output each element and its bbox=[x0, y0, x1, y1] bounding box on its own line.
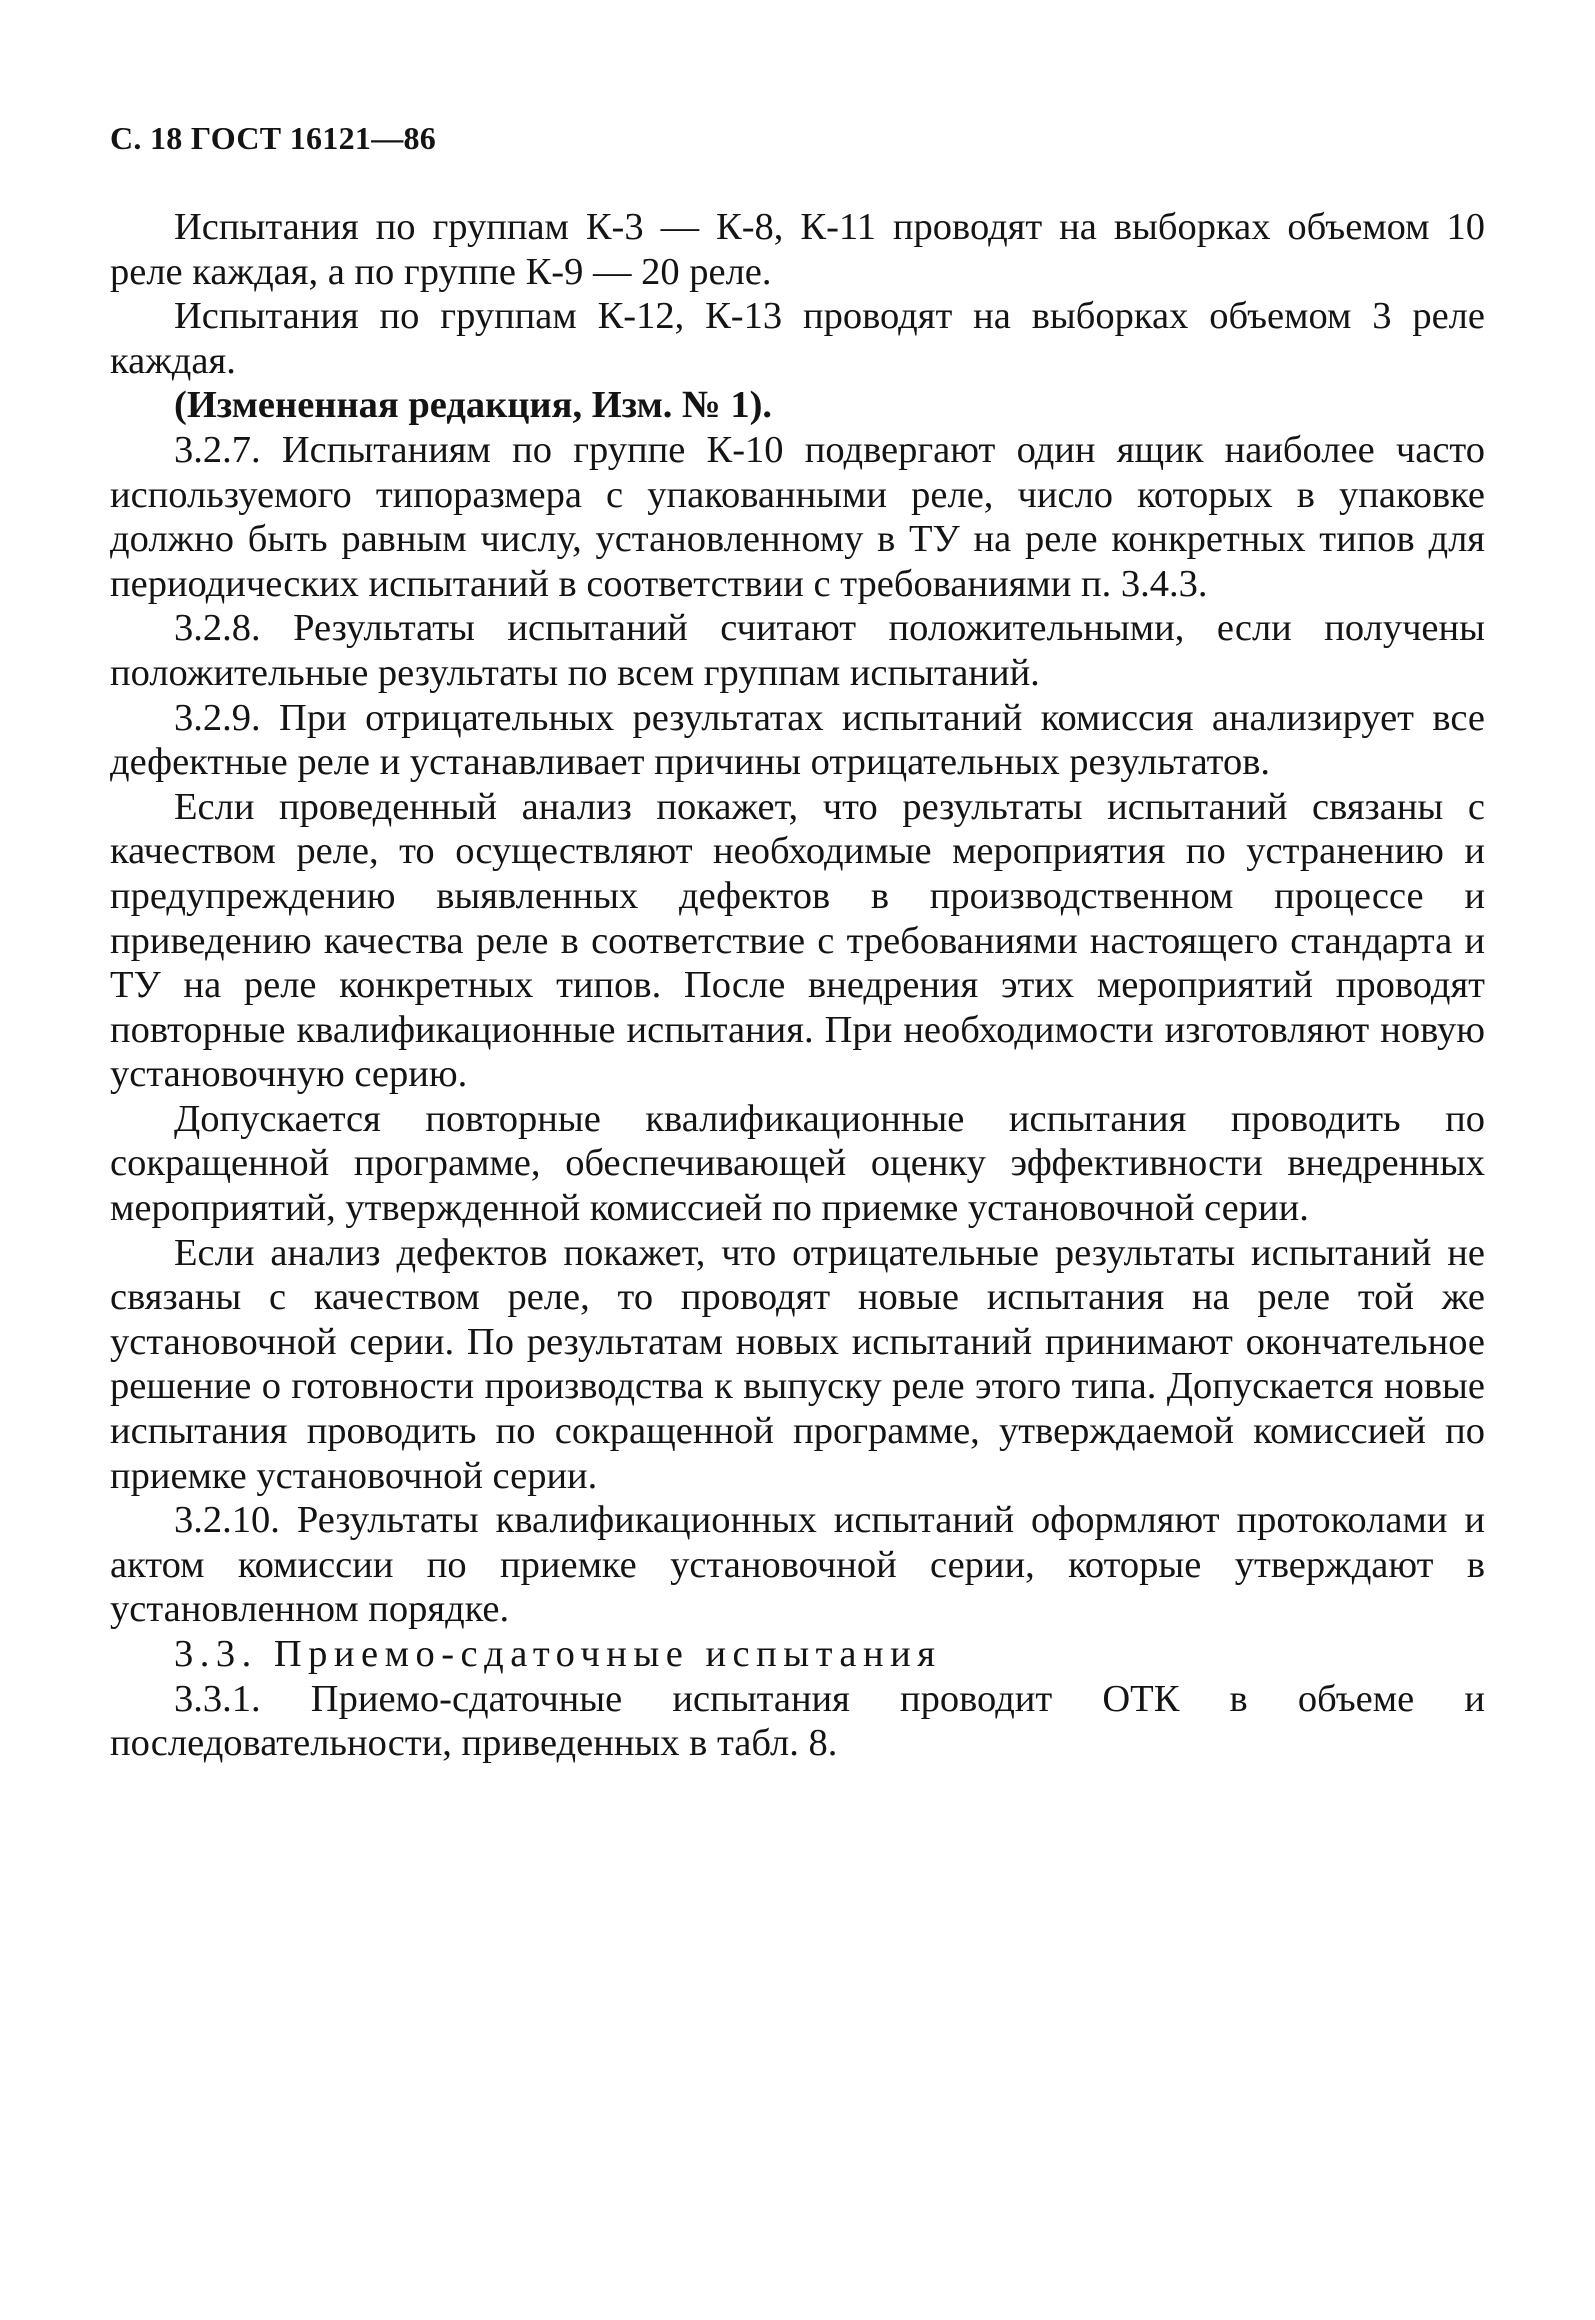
paragraph-analysis-quality: Если проведенный анализ покажет, что результаты испытаний связаны с качеством реле, то осуществляют необходимые мероприятия по устранению и предупреждению выявленных дефектов в производственном процессе и приведению качества реле в соответствие с требованиями настоящего стандарта и ТУ на реле конкретных типов. После внедрения этих мероприятий проводят повторные квалификационные испытания. При необходимости изготовляют новую установочную серию. bbox=[110, 785, 1485, 1096]
clause-3-3-1: 3.3.1. Приемо-сдаточные испытания проводит ОТК в объеме и последовательности, приведенных в табл. 8. bbox=[110, 1677, 1485, 1765]
paragraph-sample-sizes-k12-k13: Испытания по группам К-12, К-13 проводят на выборках объемом 3 реле каждая. bbox=[110, 295, 1485, 382]
running-head: С. 18 ГОСТ 16121—86 bbox=[110, 120, 437, 156]
paragraph-sample-sizes: Испытания по группам К-3 — К-8, К-11 проводят на выборках объемом 10 реле каждая, а по группе К-9 — 20 реле. bbox=[110, 206, 1485, 293]
section-heading-3-3: 3.3. Приемо-сдаточные испытания bbox=[174, 1633, 942, 1675]
clause-3-2-10: 3.2.10. Результаты квалификационных испытаний оформляют протоколами и актом комиссии по приемке установочной серии, которые утверждают в установленном порядке. bbox=[110, 1499, 1485, 1631]
amendment-note: (Измененная редакция, Изм. № 1). bbox=[174, 384, 773, 427]
clause-3-2-8: 3.2.8. Результаты испытаний считают положительными, если получены положительные результаты по всем группам испытаний. bbox=[110, 607, 1485, 694]
paragraph-defect-analysis: Если анализ дефектов покажет, что отрицательные результаты испытаний не связаны с качеством реле, то проводят новые испытания на реле той же установочной серии. По результатам новых испытаний принимают окончательное решение о готовности производства к выпуску реле этого типа. Допускается новые испытания проводить по сокращенной программе, утверждаемой комиссией по приемке установочной серии. bbox=[110, 1231, 1485, 1497]
paragraph-repeat-tests: Допускается повторные квалификационные испытания проводить по сокращенной программе, обеспечивающей оценку эффективности внедренных мероприятий, утвержденной комиссией по приемке установочной серии. bbox=[110, 1097, 1485, 1230]
document-page bbox=[110, 118, 1485, 1766]
clause-3-2-9: 3.2.9. При отрицательных результатах испытаний комиссия анализирует все дефектные реле и устанавливает причины отрицательных результатов. bbox=[110, 696, 1485, 784]
clause-3-2-7: 3.2.7. Испытаниям по группе К-10 подвергают один ящик наиболее часто используемого типоразмера с упакованными реле, число которых в упаковке должно быть равным числу, установленному в ТУ на реле конкретных типов для периодических испытаний в соответствии с требованиями п. 3.4.3. bbox=[110, 428, 1485, 605]
